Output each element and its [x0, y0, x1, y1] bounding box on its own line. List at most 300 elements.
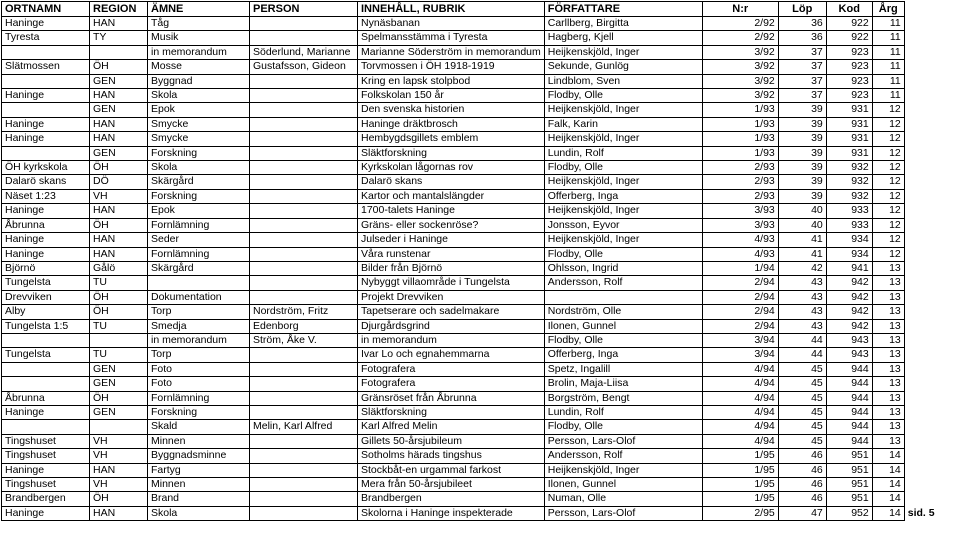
lop-cell: 45: [778, 420, 826, 434]
kod-cell: 931: [826, 132, 872, 146]
arg-cell: 12: [872, 233, 904, 247]
kod-cell: 932: [826, 189, 872, 203]
person-cell: [250, 261, 358, 275]
nr-cell: 1/94: [702, 261, 778, 275]
forfattare-cell: Heijkenskjöld, Inger: [544, 463, 702, 477]
forfattare-cell: Lundin, Rolf: [544, 146, 702, 160]
table-row: [2, 449, 947, 463]
arg-cell: 11: [872, 89, 904, 103]
side-margin-cell: [904, 463, 946, 477]
arg-cell: 12: [872, 175, 904, 189]
table-row: [2, 463, 947, 477]
table-row: [2, 103, 947, 117]
person-cell: Ström, Åke V.: [250, 333, 358, 347]
table-row: [2, 74, 947, 88]
ortnamn-cell: [2, 420, 90, 434]
kod-cell: 934: [826, 247, 872, 261]
region-cell: ÖH: [90, 391, 148, 405]
ortnamn-cell: Haninge: [2, 405, 90, 419]
nr-cell: 2/93: [702, 189, 778, 203]
lop-cell: 37: [778, 89, 826, 103]
arg-cell: 11: [872, 74, 904, 88]
forfattare-cell: Heijkenskjöld, Inger: [544, 175, 702, 189]
arg-cell: 13: [872, 276, 904, 290]
side-margin-cell: [904, 420, 946, 434]
arg-cell: 13: [872, 319, 904, 333]
kod-cell: 944: [826, 434, 872, 448]
forfattare-cell: Heijkenskjöld, Inger: [544, 103, 702, 117]
side-margin-cell: [904, 478, 946, 492]
nr-cell: 2/92: [702, 17, 778, 31]
person-cell: [250, 290, 358, 304]
forfattare-cell: Borgström, Bengt: [544, 391, 702, 405]
kod-cell: 942: [826, 290, 872, 304]
lop-cell: 39: [778, 132, 826, 146]
person-cell: [250, 276, 358, 290]
amne-cell: Fornlämning: [148, 247, 250, 261]
person-cell: [250, 17, 358, 31]
amne-cell: Fornlämning: [148, 391, 250, 405]
lop-cell: 41: [778, 233, 826, 247]
lop-cell: 43: [778, 305, 826, 319]
ortnamn-cell: Slätmossen: [2, 60, 90, 74]
innehall-cell: Nynäsbanan: [358, 17, 545, 31]
amne-cell: Byggnad: [148, 74, 250, 88]
person-cell: [250, 175, 358, 189]
amne-cell: in memorandum: [148, 45, 250, 59]
region-cell: TU: [90, 276, 148, 290]
kod-cell: 944: [826, 391, 872, 405]
forfattare-cell: Flodby, Olle: [544, 333, 702, 347]
index-table: [1, 1, 947, 521]
side-margin-cell: [904, 276, 946, 290]
ortnamn-cell: [2, 333, 90, 347]
amne-cell: Foto: [148, 362, 250, 376]
innehall-cell: Gräns- eller sockenröse?: [358, 218, 545, 232]
lop-cell: 39: [778, 146, 826, 160]
amne-cell: Dokumentation: [148, 290, 250, 304]
lop-cell: 37: [778, 60, 826, 74]
ortnamn-cell: Tungelsta: [2, 276, 90, 290]
side-margin-cell: [904, 89, 946, 103]
amne-cell: Seder: [148, 233, 250, 247]
table-row: [2, 31, 947, 45]
amne-cell: Foto: [148, 377, 250, 391]
innehall-cell: Brandbergen: [358, 492, 545, 506]
region-cell: HAN: [90, 233, 148, 247]
ortnamn-cell: Tungelsta 1:5: [2, 319, 90, 333]
lop-cell: 36: [778, 31, 826, 45]
ortnamn-cell: Dalarö skans: [2, 175, 90, 189]
arg-cell: 13: [872, 405, 904, 419]
nr-cell: 4/94: [702, 391, 778, 405]
person-cell: [250, 31, 358, 45]
region-cell: VH: [90, 478, 148, 492]
person-cell: [250, 492, 358, 506]
region-cell: ÖH: [90, 60, 148, 74]
person-cell: [250, 377, 358, 391]
ortnamn-cell: Björnö: [2, 261, 90, 275]
person-cell: [250, 89, 358, 103]
amne-cell: Byggnadsminne: [148, 449, 250, 463]
arg-cell: 11: [872, 17, 904, 31]
forfattare-cell: Spetz, Ingalill: [544, 362, 702, 376]
side-margin-cell: [904, 434, 946, 448]
kod-cell: 931: [826, 103, 872, 117]
ortnamn-cell: Haninge: [2, 463, 90, 477]
person-cell: Söderlund, Marianne: [250, 45, 358, 59]
lop-cell: 42: [778, 261, 826, 275]
kod-cell: 943: [826, 333, 872, 347]
kod-cell: 944: [826, 420, 872, 434]
forfattare-cell: Andersson, Rolf: [544, 276, 702, 290]
header-arg: Årg: [872, 2, 904, 17]
lop-cell: 44: [778, 348, 826, 362]
amne-cell: Forskning: [148, 146, 250, 160]
arg-cell: 14: [872, 492, 904, 506]
amne-cell: Torp: [148, 305, 250, 319]
table-row: [2, 405, 947, 419]
side-margin-cell: [904, 233, 946, 247]
table-row: [2, 377, 947, 391]
forfattare-cell: Heijkenskjöld, Inger: [544, 204, 702, 218]
side-margin-cell: [904, 492, 946, 506]
forfattare-cell: Jonsson, Eyvor: [544, 218, 702, 232]
forfattare-cell: Heijkenskjöld, Inger: [544, 45, 702, 59]
nr-cell: 4/94: [702, 434, 778, 448]
kod-cell: 952: [826, 506, 872, 520]
person-cell: [250, 247, 358, 261]
amne-cell: Skärgård: [148, 261, 250, 275]
region-cell: ÖH: [90, 492, 148, 506]
side-margin-cell: [904, 132, 946, 146]
person-cell: [250, 218, 358, 232]
kod-cell: 923: [826, 60, 872, 74]
ortnamn-cell: ÖH kyrkskola: [2, 161, 90, 175]
kod-cell: 951: [826, 449, 872, 463]
arg-cell: 11: [872, 45, 904, 59]
arg-cell: 12: [872, 161, 904, 175]
region-cell: [90, 420, 148, 434]
innehall-cell: 1700-talets Haninge: [358, 204, 545, 218]
person-cell: [250, 161, 358, 175]
nr-cell: 3/92: [702, 89, 778, 103]
ortnamn-cell: Tingshuset: [2, 449, 90, 463]
lop-cell: 45: [778, 377, 826, 391]
ortnamn-cell: Drevviken: [2, 290, 90, 304]
person-cell: [250, 478, 358, 492]
forfattare-cell: Ohlsson, Ingrid: [544, 261, 702, 275]
forfattare-cell: Lindblom, Sven: [544, 74, 702, 88]
ortnamn-cell: Haninge: [2, 204, 90, 218]
arg-cell: 12: [872, 132, 904, 146]
side-margin-cell: [904, 247, 946, 261]
forfattare-cell: Carllberg, Birgitta: [544, 17, 702, 31]
side-margin-cell: [904, 348, 946, 362]
side-margin-cell: [904, 204, 946, 218]
nr-cell: 2/94: [702, 290, 778, 304]
nr-cell: 3/93: [702, 218, 778, 232]
amne-cell: Fartyg: [148, 463, 250, 477]
arg-cell: 13: [872, 391, 904, 405]
arg-cell: 13: [872, 434, 904, 448]
side-margin-cell: [904, 60, 946, 74]
header-row: [2, 2, 947, 17]
nr-cell: 3/92: [702, 74, 778, 88]
region-cell: GEN: [90, 362, 148, 376]
header-person: PERSON: [250, 2, 358, 17]
table-row: [2, 146, 947, 160]
kod-cell: 932: [826, 175, 872, 189]
innehall-cell: Fotografera: [358, 377, 545, 391]
amne-cell: Brand: [148, 492, 250, 506]
amne-cell: in memorandum: [148, 333, 250, 347]
ortnamn-cell: [2, 103, 90, 117]
region-cell: Gålö: [90, 261, 148, 275]
person-cell: [250, 204, 358, 218]
side-margin-cell: [904, 305, 946, 319]
nr-cell: 2/93: [702, 161, 778, 175]
ortnamn-cell: Åbrunna: [2, 391, 90, 405]
nr-cell: 1/93: [702, 132, 778, 146]
lop-cell: 43: [778, 290, 826, 304]
kod-cell: 934: [826, 233, 872, 247]
innehall-cell: Gillets 50-årsjubileum: [358, 434, 545, 448]
region-cell: ÖH: [90, 161, 148, 175]
table-row: [2, 132, 947, 146]
table-row: [2, 420, 947, 434]
table-row: [2, 506, 947, 520]
amne-cell: Forskning: [148, 189, 250, 203]
arg-cell: 12: [872, 247, 904, 261]
innehall-cell: Våra runstenar: [358, 247, 545, 261]
innehall-cell: Gränsröset från Åbrunna: [358, 391, 545, 405]
ortnamn-cell: Haninge: [2, 247, 90, 261]
arg-cell: 13: [872, 420, 904, 434]
amne-cell: Fornlämning: [148, 218, 250, 232]
amne-cell: Minnen: [148, 434, 250, 448]
nr-cell: 2/94: [702, 276, 778, 290]
side-margin-cell: [904, 175, 946, 189]
nr-cell: 3/94: [702, 348, 778, 362]
forfattare-cell: Heijkenskjöld, Inger: [544, 132, 702, 146]
lop-cell: 46: [778, 478, 826, 492]
innehall-cell: Nybyggt villaområde i Tungelsta: [358, 276, 545, 290]
arg-cell: 13: [872, 333, 904, 347]
innehall-cell: Hembygdsgillets emblem: [358, 132, 545, 146]
forfattare-cell: Persson, Lars-Olof: [544, 434, 702, 448]
amne-cell: Smycke: [148, 132, 250, 146]
innehall-cell: Fotografera: [358, 362, 545, 376]
lop-cell: 45: [778, 434, 826, 448]
arg-cell: 12: [872, 189, 904, 203]
region-cell: HAN: [90, 506, 148, 520]
ortnamn-cell: [2, 74, 90, 88]
table-row: [2, 189, 947, 203]
forfattare-cell: Ilonen, Gunnel: [544, 319, 702, 333]
table-row: [2, 319, 947, 333]
amne-cell: Torp: [148, 348, 250, 362]
region-cell: TU: [90, 319, 148, 333]
kod-cell: 922: [826, 17, 872, 31]
innehall-cell: Folkskolan 150 år: [358, 89, 545, 103]
person-cell: [250, 405, 358, 419]
kod-cell: 944: [826, 377, 872, 391]
arg-cell: 12: [872, 103, 904, 117]
nr-cell: 4/94: [702, 405, 778, 419]
nr-cell: 2/94: [702, 319, 778, 333]
side-margin-cell: [904, 218, 946, 232]
table-row: [2, 492, 947, 506]
nr-cell: 2/95: [702, 506, 778, 520]
innehall-cell: Kartor och mantalslängder: [358, 189, 545, 203]
side-margin-cell: [904, 74, 946, 88]
person-cell: [250, 233, 358, 247]
side-margin-cell: [904, 31, 946, 45]
innehall-cell: Släktforskning: [358, 405, 545, 419]
person-cell: [250, 117, 358, 131]
forfattare-cell: Flodby, Olle: [544, 89, 702, 103]
kod-cell: 923: [826, 45, 872, 59]
header-forfattare: FÖRFATTARE: [544, 2, 702, 17]
nr-cell: 3/92: [702, 45, 778, 59]
side-margin-cell: [904, 17, 946, 31]
innehall-cell: Marianne Söderström in memorandum: [358, 45, 545, 59]
kod-cell: 944: [826, 362, 872, 376]
header-ortnamn: ORTNAMN: [2, 2, 90, 17]
kod-cell: 943: [826, 348, 872, 362]
table-row: [2, 233, 947, 247]
nr-cell: 2/94: [702, 305, 778, 319]
amne-cell: Smedja: [148, 319, 250, 333]
nr-cell: 3/94: [702, 333, 778, 347]
lop-cell: 40: [778, 218, 826, 232]
forfattare-cell: Numan, Olle: [544, 492, 702, 506]
nr-cell: 4/94: [702, 377, 778, 391]
side-margin-cell: [904, 405, 946, 419]
table-row: [2, 391, 947, 405]
nr-cell: 4/94: [702, 362, 778, 376]
region-cell: ÖH: [90, 290, 148, 304]
innehall-cell: Stockbåt-en urgammal farkost: [358, 463, 545, 477]
side-margin-cell: [904, 189, 946, 203]
person-cell: [250, 103, 358, 117]
nr-cell: 3/92: [702, 60, 778, 74]
nr-cell: 2/93: [702, 175, 778, 189]
innehall-cell: Mera från 50-årsjubileet: [358, 478, 545, 492]
region-cell: GEN: [90, 405, 148, 419]
arg-cell: 14: [872, 478, 904, 492]
person-cell: [250, 146, 358, 160]
person-cell: Edenborg: [250, 319, 358, 333]
arg-cell: 12: [872, 146, 904, 160]
person-cell: Nordström, Fritz: [250, 305, 358, 319]
nr-cell: 1/95: [702, 492, 778, 506]
region-cell: HAN: [90, 463, 148, 477]
lop-cell: 47: [778, 506, 826, 520]
table-body: [2, 17, 947, 521]
ortnamn-cell: Haninge: [2, 132, 90, 146]
ortnamn-cell: Haninge: [2, 233, 90, 247]
person-cell: [250, 506, 358, 520]
innehall-cell: Sotholms härads tingshus: [358, 449, 545, 463]
forfattare-cell: Nordström, Olle: [544, 305, 702, 319]
nr-cell: 1/95: [702, 463, 778, 477]
ortnamn-cell: Haninge: [2, 506, 90, 520]
kod-cell: 942: [826, 305, 872, 319]
lop-cell: 45: [778, 391, 826, 405]
region-cell: HAN: [90, 204, 148, 218]
kod-cell: 931: [826, 146, 872, 160]
arg-cell: 11: [872, 31, 904, 45]
table-row: [2, 247, 947, 261]
innehall-cell: Tapetserare och sadelmakare: [358, 305, 545, 319]
table-row: [2, 261, 947, 275]
amne-cell: Skola: [148, 506, 250, 520]
innehall-cell: Haninge dräktbrosch: [358, 117, 545, 131]
forfattare-cell: Flodby, Olle: [544, 161, 702, 175]
nr-cell: 4/93: [702, 247, 778, 261]
lop-cell: 45: [778, 362, 826, 376]
person-cell: Melin, Karl Alfred: [250, 420, 358, 434]
person-cell: [250, 348, 358, 362]
nr-cell: 4/94: [702, 420, 778, 434]
region-cell: TY: [90, 31, 148, 45]
forfattare-cell: Offerberg, Inga: [544, 348, 702, 362]
innehall-cell: Bilder från Björnö: [358, 261, 545, 275]
header-region: REGION: [90, 2, 148, 17]
person-cell: [250, 391, 358, 405]
kod-cell: 923: [826, 89, 872, 103]
header-nr: N:r: [702, 2, 778, 17]
lop-cell: 46: [778, 449, 826, 463]
nr-cell: 4/93: [702, 233, 778, 247]
nr-cell: 1/93: [702, 146, 778, 160]
side-margin-cell: [904, 103, 946, 117]
innehall-cell: in memorandum: [358, 333, 545, 347]
arg-cell: 13: [872, 305, 904, 319]
amne-cell: Epok: [148, 204, 250, 218]
lop-cell: 43: [778, 276, 826, 290]
region-cell: ÖH: [90, 305, 148, 319]
forfattare-cell: [544, 290, 702, 304]
lop-cell: 41: [778, 247, 826, 261]
lop-cell: 39: [778, 175, 826, 189]
kod-cell: 923: [826, 74, 872, 88]
ortnamn-cell: Tingshuset: [2, 434, 90, 448]
lop-cell: 39: [778, 117, 826, 131]
person-cell: Gustafsson, Gideon: [250, 60, 358, 74]
region-cell: TU: [90, 348, 148, 362]
table-row: [2, 276, 947, 290]
table-row: [2, 290, 947, 304]
ortnamn-cell: Tingshuset: [2, 478, 90, 492]
person-cell: [250, 463, 358, 477]
side-margin-cell: [904, 333, 946, 347]
table-row: [2, 478, 947, 492]
header-lop: Löp: [778, 2, 826, 17]
innehall-cell: Ivar Lo och egnahemmarna: [358, 348, 545, 362]
lop-cell: 39: [778, 161, 826, 175]
innehall-cell: Kyrkskolan lågornas rov: [358, 161, 545, 175]
ortnamn-cell: [2, 377, 90, 391]
nr-cell: 3/93: [702, 204, 778, 218]
innehall-cell: Den svenska historien: [358, 103, 545, 117]
side-margin-cell: [904, 377, 946, 391]
table-row: [2, 45, 947, 59]
kod-cell: 933: [826, 218, 872, 232]
innehall-cell: Djurgårdsgrind: [358, 319, 545, 333]
